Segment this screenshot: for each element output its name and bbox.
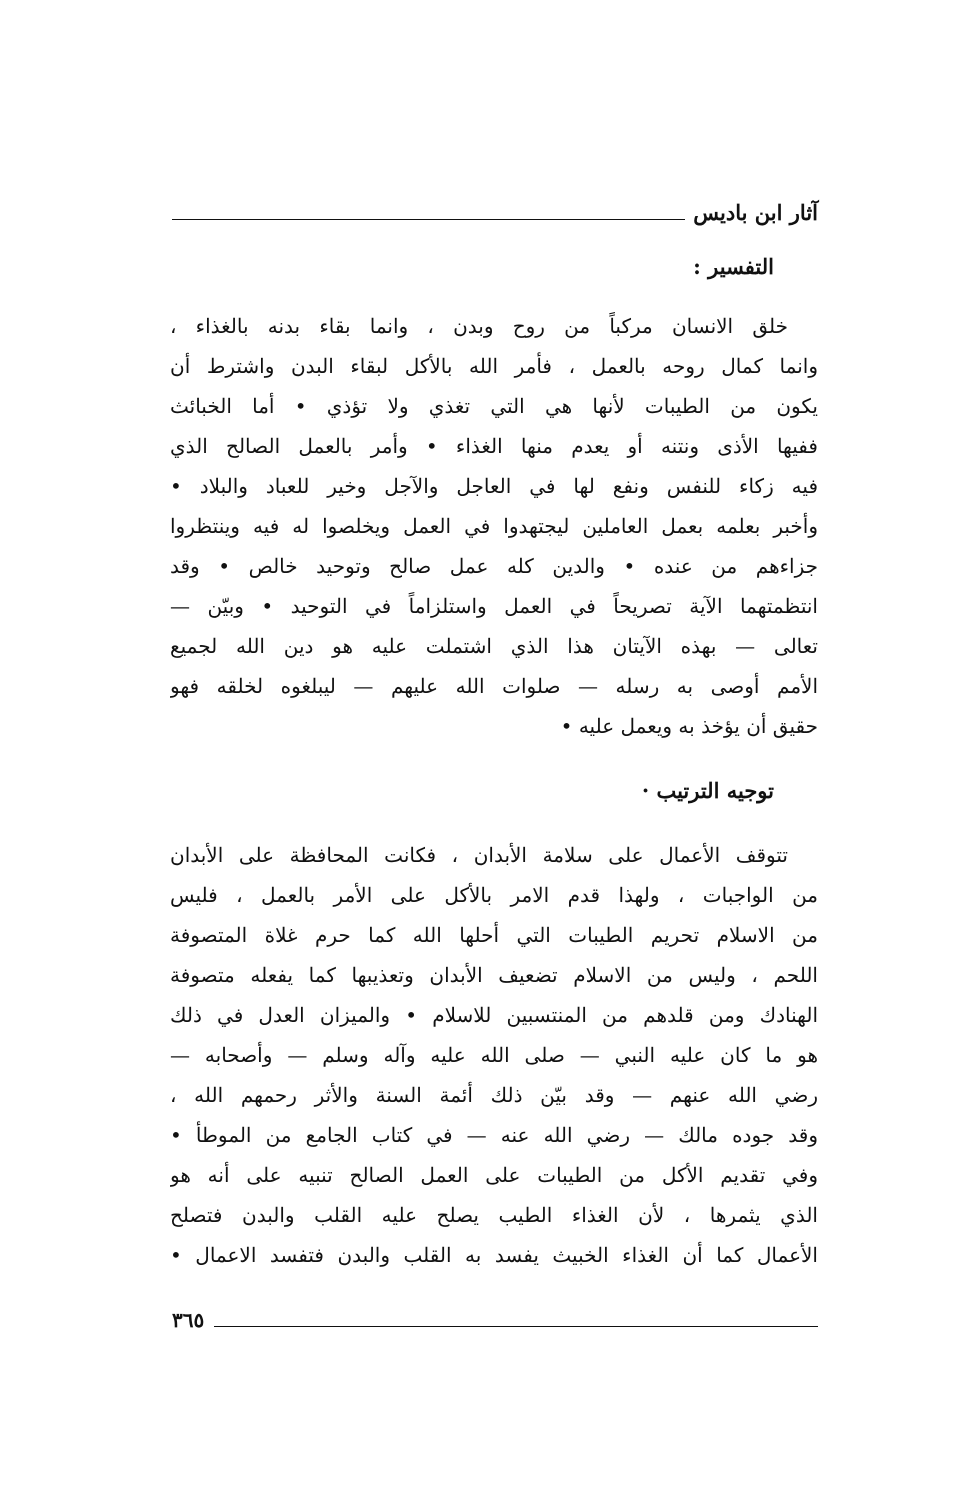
text-line: الهنادك ومن قلدهم من المنتسبين للاسلام • والميزان العدل في ذلك: [170, 1003, 818, 1027]
book-title: آثار ابن باديس: [693, 199, 818, 225]
text-line: تتوقف الأعمال على سلامة الأبدان ، فكانت المحافظة على الأبدان: [170, 843, 788, 867]
header-rule: [172, 219, 685, 220]
text-line: فيه زكاء للنفس ونفع لها في العاجل والآجل وخير للعباد والبلاد •: [170, 474, 818, 498]
text-line: هو ما كان عليه النبي — صلى الله عليه وآله وسلم — وأصحابه —: [170, 1043, 818, 1067]
text-line: من الواجبات ، ولهذا قدم الامر بالأكل على الأمر بالعمل ، فليس: [170, 883, 818, 907]
section-heading-ordering: توجيه الترتيب ·: [641, 778, 774, 803]
text-line: رضي الله عنهم — وقد بيّن ذلك أئمة السنة والأثر رحمهم الله ،: [170, 1083, 818, 1107]
text-line: تعالى — بهذه الآيتان هذا الذي اشتملت عليه هو دين الله لجميع: [170, 634, 818, 658]
running-header: [172, 192, 818, 232]
text-line: اللحم ، وليس من الاسلام تضعيف الأبدان وتعذيبها كما يفعله متصوفة: [170, 963, 818, 987]
page-footer: [172, 1300, 818, 1340]
text-line: من الاسلام تحريم الطيبات التي أحلها الله كما حرم غلاة المتصوفة: [170, 923, 818, 947]
text-line: وأخبر بعلمه بعمل العاملين ليجتهدوا في العمل ويخلصوا له فيه وينتظروا: [170, 514, 818, 538]
text-line: وقد جوده مالك — رضي الله عنه — في كتاب الجامع من الموطأ •: [170, 1123, 818, 1147]
text-line: الأمم أوصى به رسله — صلوات الله عليهم — ليبلغوه لخلقه فهو: [170, 674, 818, 698]
page-number: ٣٦٥: [172, 1308, 205, 1332]
text-line: خلق الانسان مركباً من روح وبدن ، وانما بقاء بدنه بالغذاء ،: [170, 314, 788, 338]
text-line: ففيها الأذى ونتنه أو يعدم منها الغذاء • وأمر بالعمل الصالح الذي: [170, 434, 818, 458]
paragraph-ordering: [170, 835, 818, 1275]
text-line: الذي يثمرها ، لأن الغذاء الطيب يصلح عليه القلب والبدن فتصلح: [170, 1203, 818, 1227]
text-line: انتظمتهما الآية تصريحاً في العمل واستلزاماً في التوحيد • وبيّن —: [170, 594, 818, 618]
text-line: جزاءهم من عنده • والدين كله عمل صالح وتوحيد خالص • وقد: [170, 554, 818, 578]
section-heading-tafsir: التفسير :: [693, 254, 774, 279]
text-line: يكون من الطيبات لأنها هي التي تغذي ولا تؤذي • أما الخبائث: [170, 394, 818, 418]
text-line: وفي تقديم الأكل من الطيبات على العمل الصالح تنبيه على أنه هو: [170, 1163, 818, 1187]
text-line: الأعمال كما أن الغذاء الخبيث يفسد به القلب والبدن فتفسد الاعمال •: [170, 1243, 818, 1267]
footer-rule: [214, 1326, 818, 1327]
text-line: حقيق أن يؤخذ به ويعمل عليه •: [560, 714, 818, 738]
paragraph-tafsir: [170, 306, 818, 746]
text-line: وانما كمال روحه بالعمل ، فأمر الله بالأكل لبقاء البدن واشترط أن: [170, 354, 818, 378]
